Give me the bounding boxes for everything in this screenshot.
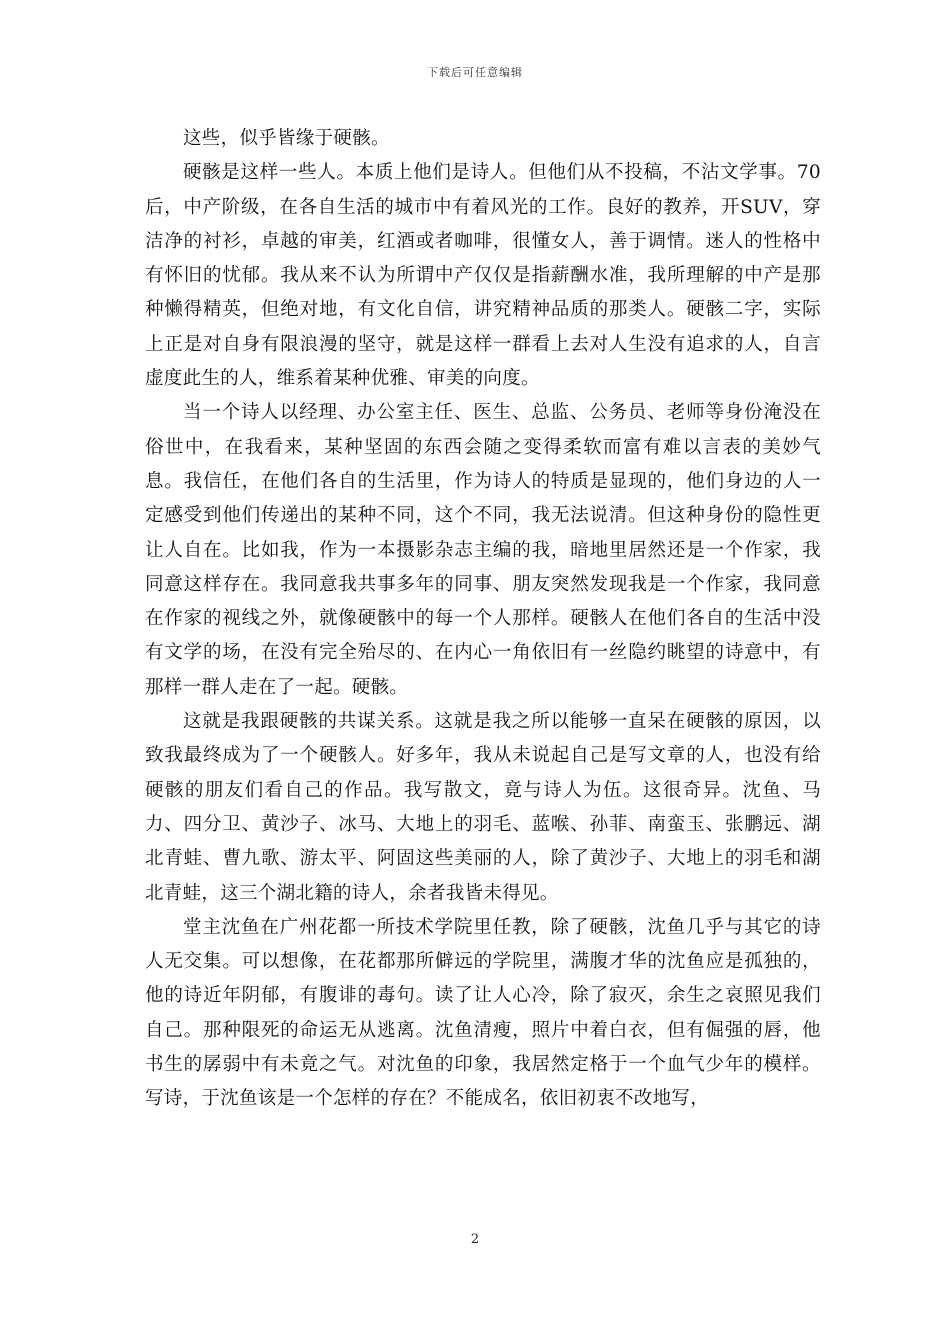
paragraph: 当一个诗人以经理、办公室主任、医生、总监、公务员、老师等身份淹没在俗世中，在我看来，某种坚固的东西会随之变得柔软而富有难以言表的美妙气息。我信任，在他们各自的生活里，作为诗人的特质是显现的，他们身边的人一定感受到他们传递出的某种不同，这个不同，我无法说清。但这种身份的隐性更让人自在。比如我，作为一本摄影杂志主编的我，暗地里居然还是一个作家，我同意这样存在。我同意我共事多年的同事、朋友突然发现我是一个作家，我同意在作家的视线之外，就像硬骸中的每一个人那样。硬骸人在他们各自的生活中没有文学的场，在没有完全殆尽的、在内心一角依旧有一丝隐约眺望的诗意中，有那样一群人走在了一起。硬骸。 [145,402,821,698]
document-body [145,122,821,1117]
page-header: 下载后可任意编辑 [427,66,523,79]
paragraph: 堂主沈鱼在广州花都一所技术学院里任教，除了硬骸，沈鱼几乎与其它的诗人无交集。可以想像，在花都那所僻远的学院里，满腹才华的沈鱼应是孤独的，他的诗近年阴郁，有腹诽的毒句。读了让人心冷，除了寂灭，余生之哀照见我们自己。那种限死的命运无从逃离。沈鱼清瘦，照片中着白衣，但有倔强的唇，他书生的孱弱中有未竟之气。对沈鱼的印象，我居然定格于一个血气少年的模样。写诗，于沈鱼该是一个怎样的存在？不能成名，依旧初衷不改地写， [145,916,821,1110]
paragraph: 硬骸是这样一些人。本质上他们是诗人。但他们从不投稿，不沾文学事。70后，中产阶级，在各自生活的城市中有着风光的工作。良好的教养，开SUV，穿洁净的衬衫，卓越的审美，红酒或者咖啡，很懂女人，善于调情。迷人的性格中有怀旧的忧郁。我从来不认为所谓中产仅仅是指薪酬水准，我所理解的中产是那种懒得精英，但绝对地，有文化自信，讲究精神品质的那类人。硬骸二字，实际上正是对自身有限浪漫的坚守，就是这样一群看上去对人生没有追求的人，自言虚度此生的人，维系着某种优雅、审美的向度。 [145,162,821,390]
paragraph: 这就是我跟硬骸的共谋关系。这就是我之所以能够一直呆在硬骸的原因，以致我最终成为了一个硬骸人。好多年，我从未说起自己是写文章的人，也没有给硬骸的朋友们看自己的作品。我写散文，竟与诗人为伍。这很奇异。沈鱼、马力、四分卫、黄沙子、冰马、大地上的羽毛、蓝喉、孙菲、南蛮玉、张鹏远、湖北青蛙、曹九歌、游太平、阿固这些美丽的人，除了黄沙子、大地上的羽毛和湖北青蛙，这三个湖北籍的诗人，余者我皆未得见。 [145,711,821,904]
page-number: 2 [470,1232,480,1247]
paragraph: 这些，似乎皆缘于硬骸。 [183,128,390,149]
